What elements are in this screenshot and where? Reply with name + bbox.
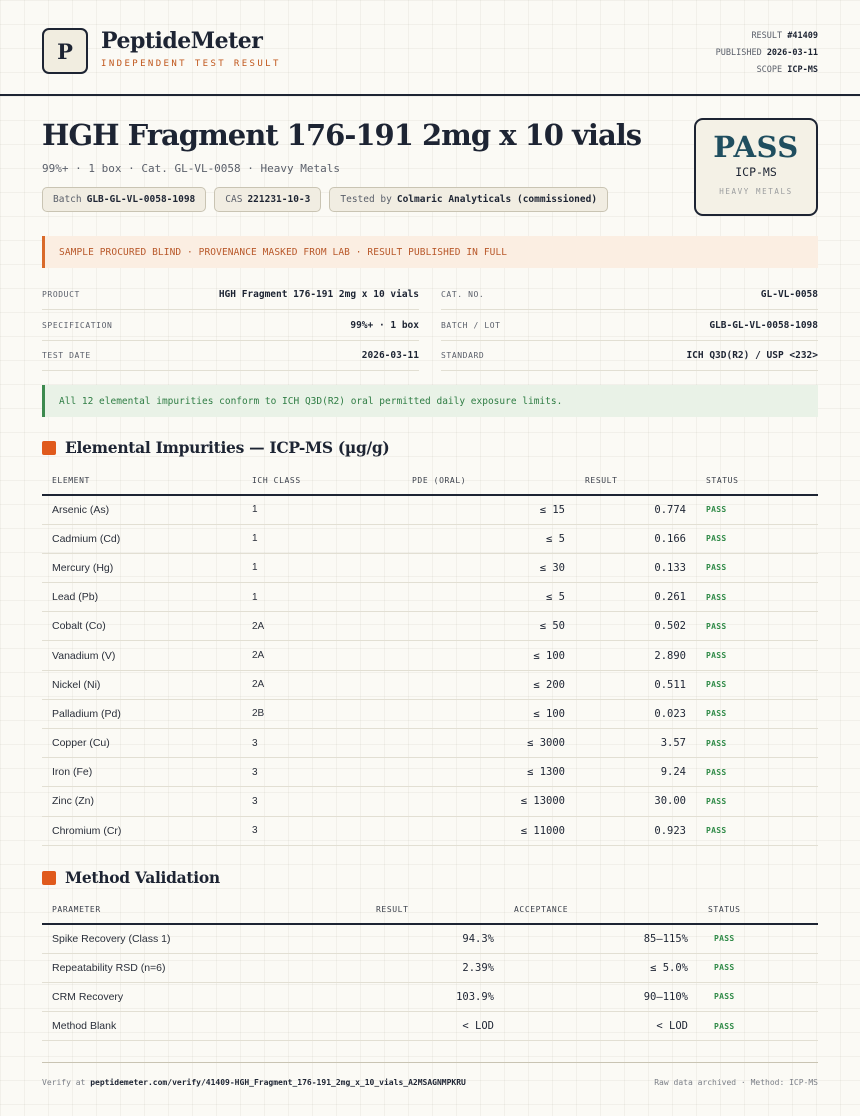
ich-class: 1 <box>242 583 402 612</box>
chip-label: Batch <box>53 194 82 205</box>
status-badge: PASS <box>696 553 818 582</box>
table-header-row <box>42 896 818 924</box>
impurities-table <box>42 467 818 846</box>
pde-limit: ≤ 1300 <box>402 758 575 787</box>
status-badge: PASS <box>696 524 818 553</box>
scope-value: ICP-MS <box>787 65 818 75</box>
status-badge: PASS <box>698 924 818 953</box>
pde-limit: ≤ 30 <box>402 553 575 582</box>
ich-class: 3 <box>242 787 402 816</box>
verify-link[interactable]: peptidemeter.com/verify/41409-HGH_Fragment_176-191_2mg_x_10_vials_A2MSAGNMPKRU <box>90 1078 466 1087</box>
table-row <box>42 553 818 582</box>
column-header: RESULT <box>366 896 504 924</box>
result-value: 3.57 <box>575 729 696 758</box>
logo-mark: P <box>42 28 88 74</box>
table-row <box>42 729 818 758</box>
status-badge: PASS <box>698 953 818 982</box>
status-badge: PASS <box>696 670 818 699</box>
ich-class: 1 <box>242 524 402 553</box>
parameter-name: Spike Recovery (Class 1) <box>42 924 366 953</box>
result-value: 94.3% <box>366 924 504 953</box>
ich-class: 3 <box>242 729 402 758</box>
status-badge: PASS <box>696 758 818 787</box>
result-value: 0.166 <box>575 524 696 553</box>
element-name: Mercury (Hg) <box>42 553 242 582</box>
ich-class: 2A <box>242 612 402 641</box>
pde-limit: ≤ 100 <box>402 699 575 728</box>
info-key: STANDARD <box>441 351 485 360</box>
ich-class: 2A <box>242 641 402 670</box>
column-header: ELEMENT <box>42 467 242 495</box>
info-key: PRODUCT <box>42 290 80 299</box>
product-title: HGH Fragment 176-191 2mg x 10 vials <box>42 118 642 152</box>
info-standard <box>441 341 818 371</box>
result-value: 0.774 <box>575 495 696 524</box>
procurement-notice: SAMPLE PROCURED BLIND · PROVENANCE MASKED FROM LAB · RESULT PUBLISHED IN FULL <box>42 236 818 268</box>
result-value: 0.023 <box>575 699 696 728</box>
ich-class: 1 <box>242 553 402 582</box>
table-row <box>42 612 818 641</box>
result-value: 30.00 <box>575 787 696 816</box>
result-value: 0.511 <box>575 670 696 699</box>
info-value: GLB-GL-VL-0058-1098 <box>709 320 818 331</box>
element-name: Chromium (Cr) <box>42 816 242 845</box>
element-name: Palladium (Pd) <box>42 699 242 728</box>
table-row <box>42 758 818 787</box>
info-key: TEST DATE <box>42 351 91 360</box>
table-row <box>42 924 818 953</box>
verify-prefix: Verify at <box>42 1078 86 1087</box>
info-value: GL-VL-0058 <box>760 289 818 300</box>
report-header <box>0 0 860 96</box>
pde-limit: ≤ 11000 <box>402 816 575 845</box>
info-cat-no <box>441 280 818 310</box>
product-subline: 99%+ · 1 box · Cat. GL-VL-0058 · Heavy Metals <box>42 162 341 175</box>
element-name: Nickel (Ni) <box>42 670 242 699</box>
result-value: 0.261 <box>575 583 696 612</box>
pde-limit: ≤ 200 <box>402 670 575 699</box>
element-name: Vanadium (V) <box>42 641 242 670</box>
status-badge: PASS <box>696 641 818 670</box>
brand-tagline: INDEPENDENT TEST RESULT <box>101 59 281 69</box>
table-row <box>42 524 818 553</box>
parameter-name: CRM Recovery <box>42 982 366 1011</box>
verdict-method: ICP-MS <box>735 165 777 179</box>
verdict-category: HEAVY METALS <box>719 187 793 196</box>
column-header: STATUS <box>698 896 818 924</box>
table-row <box>42 699 818 728</box>
result-id-line <box>716 28 818 45</box>
pde-limit: ≤ 100 <box>402 641 575 670</box>
validation-table <box>42 896 818 1041</box>
info-value: ICH Q3D(R2) / USP <232> <box>686 350 818 361</box>
status-badge: PASS <box>698 1012 818 1041</box>
parameter-name: Method Blank <box>42 1012 366 1041</box>
status-badge: PASS <box>696 699 818 728</box>
info-batch <box>441 311 818 341</box>
result-value: 2.890 <box>575 641 696 670</box>
table-header-row <box>42 467 818 495</box>
table-row <box>42 953 818 982</box>
info-specification <box>42 311 419 341</box>
chip-label: Tested by <box>340 194 392 205</box>
chip-value: Colmaric Analyticals (commissioned) <box>396 194 598 205</box>
published-date: 2026-03-11 <box>766 48 818 58</box>
chip-value: 221231-10-3 <box>247 194 311 205</box>
acceptance-criteria: < LOD <box>504 1012 698 1041</box>
impurities-heading <box>42 438 389 457</box>
conformance-banner: All 12 elemental impurities conform to ICH Q3D(R2) oral permitted daily exposure limits. <box>42 385 818 417</box>
result-value: 103.9% <box>366 982 504 1011</box>
pde-limit: ≤ 3000 <box>402 729 575 758</box>
cas-chip <box>214 187 321 212</box>
result-value: < LOD <box>366 1012 504 1041</box>
status-badge: PASS <box>696 787 818 816</box>
column-header: PDE (ORAL) <box>402 467 575 495</box>
brand-name: PeptideMeter <box>101 28 263 54</box>
column-header: STATUS <box>696 467 818 495</box>
published-line <box>716 45 818 62</box>
table-row <box>42 787 818 816</box>
element-name: Cobalt (Co) <box>42 612 242 641</box>
result-value: 0.923 <box>575 816 696 845</box>
section-marker-icon <box>42 871 56 885</box>
pde-limit: ≤ 50 <box>402 612 575 641</box>
info-key: BATCH / LOT <box>441 321 501 330</box>
result-meta <box>716 28 818 79</box>
info-value: 99%+ · 1 box <box>350 320 419 331</box>
acceptance-criteria: ≤ 5.0% <box>504 953 698 982</box>
element-name: Lead (Pb) <box>42 583 242 612</box>
verify-line <box>42 1078 466 1087</box>
status-badge: PASS <box>696 583 818 612</box>
element-name: Copper (Cu) <box>42 729 242 758</box>
pde-limit: ≤ 5 <box>402 583 575 612</box>
pde-limit: ≤ 15 <box>402 495 575 524</box>
ich-class: 2B <box>242 699 402 728</box>
table-row <box>42 641 818 670</box>
archive-note: Raw data archived · Method: ICP-MS <box>654 1078 818 1087</box>
report-footer <box>42 1062 818 1102</box>
pde-limit: ≤ 13000 <box>402 787 575 816</box>
ich-class: 3 <box>242 758 402 787</box>
ich-class: 3 <box>242 816 402 845</box>
scope-label: SCOPE <box>756 65 783 75</box>
table-row <box>42 1012 818 1041</box>
section-title: Elemental Impurities — ICP-MS (µg/g) <box>65 438 390 457</box>
result-value: 0.133 <box>575 553 696 582</box>
result-id: #41409 <box>787 31 818 41</box>
scope-line <box>716 62 818 79</box>
published-label: PUBLISHED <box>715 48 762 58</box>
result-value: 9.24 <box>575 758 696 787</box>
result-value: 2.39% <box>366 953 504 982</box>
status-badge: PASS <box>696 495 818 524</box>
info-value: HGH Fragment 176-191 2mg x 10 vials <box>218 289 419 300</box>
tested-by-chip <box>329 187 608 212</box>
column-header: RESULT <box>575 467 696 495</box>
acceptance-criteria: 90–110% <box>504 982 698 1011</box>
info-test-date <box>42 341 419 371</box>
ich-class: 1 <box>242 495 402 524</box>
element-name: Arsenic (As) <box>42 495 242 524</box>
status-badge: PASS <box>698 982 818 1011</box>
status-badge: PASS <box>696 729 818 758</box>
chip-value: GLB-GL-VL-0058-1098 <box>86 194 196 205</box>
element-name: Zinc (Zn) <box>42 787 242 816</box>
ich-class: 2A <box>242 670 402 699</box>
verdict-status: PASS <box>713 130 799 164</box>
product-chips <box>42 187 608 212</box>
table-row <box>42 982 818 1011</box>
table-row <box>42 583 818 612</box>
status-badge: PASS <box>696 612 818 641</box>
section-marker-icon <box>42 441 56 455</box>
table-row <box>42 816 818 845</box>
element-name: Cadmium (Cd) <box>42 524 242 553</box>
result-label: RESULT <box>751 31 783 41</box>
validation-heading <box>42 868 220 887</box>
table-row <box>42 670 818 699</box>
result-value: 0.502 <box>575 612 696 641</box>
element-name: Iron (Fe) <box>42 758 242 787</box>
table-row <box>42 495 818 524</box>
info-key: SPECIFICATION <box>42 321 113 330</box>
info-key: CAT. NO. <box>441 290 485 299</box>
chip-label: CAS <box>225 194 243 205</box>
column-header: ACCEPTANCE <box>504 896 698 924</box>
info-value: 2026-03-11 <box>361 350 419 361</box>
parameter-name: Repeatability RSD (n=6) <box>42 953 366 982</box>
pde-limit: ≤ 5 <box>402 524 575 553</box>
section-title: Method Validation <box>65 868 220 887</box>
info-product <box>42 280 419 310</box>
status-badge: PASS <box>696 816 818 845</box>
column-header: PARAMETER <box>42 896 366 924</box>
verdict-card <box>694 118 818 216</box>
column-header: ICH CLASS <box>242 467 402 495</box>
batch-chip <box>42 187 206 212</box>
acceptance-criteria: 85–115% <box>504 924 698 953</box>
